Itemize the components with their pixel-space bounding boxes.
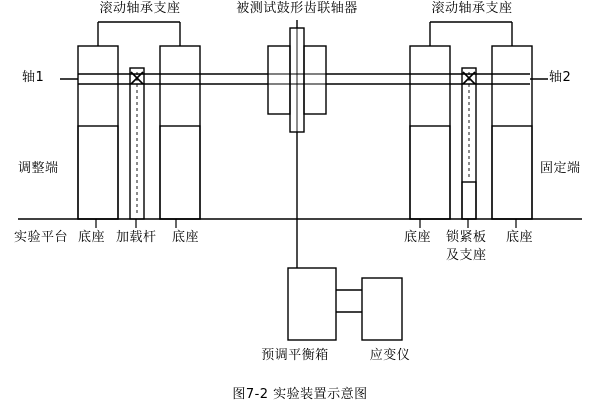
right-bearing-support	[410, 46, 450, 219]
label-pre-balance-box: 预调平衡箱	[261, 348, 329, 363]
label-base-right-2: 底座	[506, 230, 534, 245]
label-fixed-end: 固定端	[540, 161, 581, 176]
label-lock-plate: 锁紧板	[446, 230, 487, 245]
left-bearing-support	[78, 46, 118, 219]
label-base-left: 底座	[78, 230, 106, 245]
left-base-block	[78, 126, 118, 219]
left-base-block-2	[160, 126, 200, 219]
label-shaft2: 轴2	[549, 70, 572, 85]
label-shaft1: 轴1	[22, 70, 45, 85]
label-base-left-2: 底座	[172, 230, 200, 245]
label-load-rod: 加载杆	[116, 230, 157, 245]
label-adjust-end: 调整端	[18, 161, 59, 176]
platform-hatching	[96, 219, 516, 228]
right-base-block	[410, 126, 450, 219]
left-support-2	[160, 46, 200, 219]
label-strain-gauge: 应变仪	[369, 348, 411, 363]
label-top-right-bearing: 滚动轴承支座	[431, 1, 513, 16]
figure-caption: 图7-2 实验装置示意图	[232, 387, 368, 402]
label-platform: 实验平台	[14, 230, 69, 245]
coupling-right-hub	[304, 46, 326, 114]
lock-plate-foot	[462, 182, 476, 219]
label-base-right: 底座	[404, 230, 432, 245]
right-support-2	[492, 46, 532, 219]
coupling-left-hub	[268, 46, 290, 114]
right-base-block-2	[492, 126, 532, 219]
label-top-coupling: 被测试鼓形齿联轴器	[236, 1, 358, 16]
strain-gauge-box	[362, 278, 402, 340]
pre-balance-box	[288, 268, 336, 340]
label-lock-plate-2: 及支座	[446, 248, 487, 263]
label-top-left-bearing: 滚动轴承支座	[99, 1, 181, 16]
